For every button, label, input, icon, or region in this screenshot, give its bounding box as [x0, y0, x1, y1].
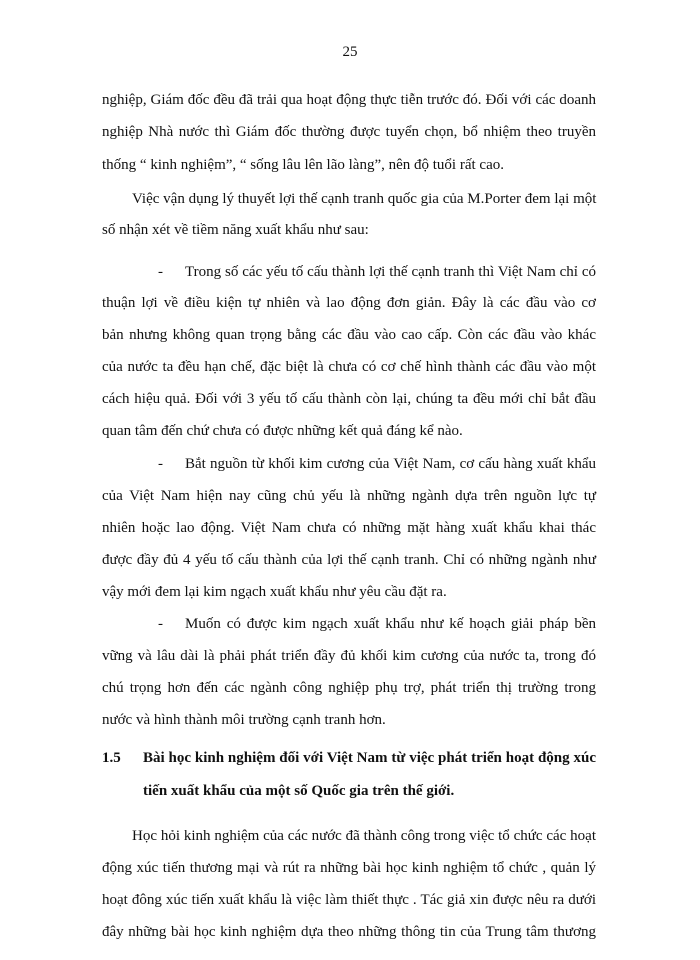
para1-line-3: thống “ kinh nghiệm”, “ sống lâu lên lão làng”, nên độ tuổi rất cao. [102, 157, 504, 173]
bullet3-line-3: chú trọng hơn đến các ngành công nghiệp phụ trợ, phát triển thị trường trong [102, 680, 596, 696]
section-number: 1.5 [102, 750, 121, 766]
section-heading-line-2: tiến xuất khẩu của một số Quốc gia trên thế giới. [143, 783, 455, 799]
bullet1-line-3: bản nhưng không quan trọng bằng các đầu vào cao cấp. Còn các đầu vào khác [102, 327, 596, 343]
bullet1-line-5: cách hiệu quả. Đối với 3 yếu tố cấu thành còn lại, chúng ta đều mới chỉ bắt đầu [102, 391, 596, 407]
para3-line-1: Học hỏi kinh nghiệm của các nước đã thành công trong việc tổ chức các hoạt [132, 828, 596, 844]
para2-line-2: số nhận xét về tiềm năng xuất khẩu như sau: [102, 222, 369, 238]
page-number: 25 [342, 44, 358, 60]
bullet3-line-4: nước và hình thành môi trường cạnh tranh hơn. [102, 712, 386, 728]
bullet1-line-4: của nước ta đều hạn chế, đặc biệt là chưa có cơ chế hình thành các đầu vào một [102, 359, 596, 375]
para1-line-1: nghiệp, Giám đốc đều đã trải qua hoạt động thực tiễn trước đó. Đối với các doanh [102, 92, 596, 108]
bullet1-line-6: quan tâm đến chứ chưa có được những kết quả đáng kể nào. [102, 423, 463, 439]
bullet2-marker: - [158, 456, 163, 472]
bullet1-line-1: Trong số các yếu tố cấu thành lợi thế cạnh tranh thì Việt Nam chỉ có [185, 264, 596, 280]
para3-line-2: động xúc tiến thương mại và rút ra những bài học kinh nghiệm tổ chức , quản lý [102, 860, 596, 876]
para3-line-3: hoạt đông xúc tiến xuất khẩu là việc làm thiết thực . Tác giả xin được nêu ra dưới [102, 892, 596, 908]
para2-line-1: Việc vận dụng lý thuyết lợi thế cạnh tranh quốc gia của M.Porter đem lại một [132, 191, 597, 207]
bullet2-line-5: vậy mới đem lại kim ngạch xuất khẩu như yêu cầu đặt ra. [102, 584, 447, 600]
bullet2-line-4: được đầy đủ 4 yếu tố cấu thành của lợi thế cạnh tranh. Chỉ có những ngành như [102, 552, 596, 568]
bullet1-marker: - [158, 264, 163, 280]
bullet2-line-1: Bắt nguồn từ khối kim cương của Việt Nam, cơ cấu hàng xuất khẩu [185, 456, 596, 472]
bullet3-marker: - [158, 616, 163, 632]
para1-line-2: nghiệp Nhà nước thì Giám đốc thường được tuyển chọn, bổ nhiệm theo truyền [102, 124, 596, 140]
bullet3-line-1: Muốn có được kim ngạch xuất khẩu như kế hoạch giải pháp bền [185, 616, 596, 632]
section-heading-line-1: Bài học kinh nghiệm đối với Việt Nam từ việc phát triển hoạt động xúc [143, 750, 596, 766]
para3-line-4: đây những bài học kinh nghiệm dựa theo những thông tin của Trung tâm thương [102, 924, 596, 940]
bullet3-line-2: vững và lâu dài là phải phát triển đầy đủ khối kim cương của nước ta, trong đó [102, 648, 596, 664]
bullet2-line-2: của Việt Nam hiện nay cũng chủ yếu là những ngành dựa trên nguồn lực tự [102, 488, 596, 504]
bullet1-line-2: thuận lợi về điều kiện tự nhiên và lao động đơn giản. Đây là các đầu vào cơ [102, 295, 596, 311]
bullet2-line-3: nhiên hoặc lao động. Việt Nam chưa có những mặt hàng xuất khẩu khai thác [102, 520, 596, 536]
